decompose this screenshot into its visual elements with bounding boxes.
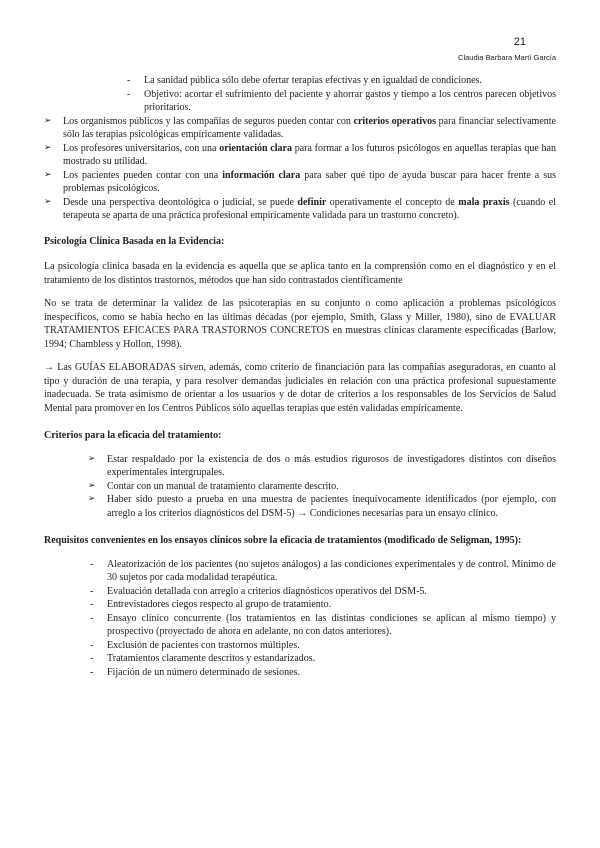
arrow-item: ➢ Los pacientes pueden contar con una información clara para saber qué tipo de ayuda buscar para hacer frente a sus problemas psicológicos. bbox=[63, 169, 556, 196]
requirement-item: - Evaluación detallada con arreglo a criterios diagnósticos operativos del DSM-5. bbox=[107, 585, 556, 599]
requirement-item: - Aleatorización de los pacientes (no sujetos análogos) a las condiciones experimentales y de control. Mínimo de 30 sujetos por cada modalidad terapéutica. bbox=[107, 558, 556, 585]
dash-item: - La sanidad pública sólo debe ofertar terapias efectivas y en igualdad de condiciones. bbox=[144, 74, 556, 88]
dash-item: - Objetivo: acortar el sufrimiento del paciente y ahorrar gastos y tiempo a los centros parecen objetivos prioritarios. bbox=[144, 88, 556, 115]
requirement-item: - Tratamientos claramente descritos y estandarizados. bbox=[107, 652, 556, 666]
paragraph-guides: → Las GUÍAS ELABORADAS sirven, además, como criterio de financiación para las compañías aseguradoras, en cuanto al tipo y duración de una terapia, y para resolver demandas judiciales en relación con una práctica profesional supuestamente inadecuada. Se trata asimismo de orientar a los usuarios y de dotar de criterios a los responsables de los Servicios de Salud Mental para promover en los Centros Públicos sólo aquellas terapias que estén validadas empíricamente. bbox=[44, 362, 556, 414]
arrow-item: ➢ Desde una perspectiva deontológica o judicial, se puede definir operativamente el concepto de mala praxis (cuando el terapeuta se aparta de una práctica profesional empíricamente validada para un trastorno concreto). bbox=[63, 196, 556, 223]
paragraph-definition: La psicología clínica basada en la evidencia es aquella que se aplica tanto en la comprensión como en el diagnóstico y en el tratamiento de los distintos trastornos, métodos que han sido contrastados científicamente bbox=[44, 261, 556, 286]
requirement-item: - Entrevistadores ciegos respecto al grupo de tratamiento. bbox=[107, 598, 556, 612]
section-heading-requirements: Requisitos convenientes en los ensayos clínicos sobre la eficacia de tratamientos (modificado de Seligman, 1995): bbox=[44, 535, 522, 546]
criteria-item: ➢ Haber sido puesto a prueba en una muestra de pacientes inequívocamente identificados (por ejemplo, con arreglo a los criterios diagnósticos del DSM-5) → Condiciones necesarias para un ensayo clínico. bbox=[107, 493, 556, 520]
arrow-item: ➢ Los profesores universitarios, con una orientación clara para formar a los futuros psicólogos en aquellas terapias que han mostrado su utilidad. bbox=[63, 142, 556, 169]
criteria-item: ➢ Estar respaldado por la existencia de dos o más estudios rigurosos de investigadores distintos con diseños experimentales intergrupales. bbox=[107, 453, 556, 480]
requirement-item: - Ensayo clínico concurrente (los tratamientos en las distintas condiciones se aplican al mismo tiempo) y prospectivo (proyectado de ahora en adelante, no con datos anteriores). bbox=[107, 612, 556, 639]
document-body bbox=[44, 74, 556, 679]
arrow-list bbox=[44, 115, 556, 223]
requirements-list bbox=[44, 558, 556, 680]
author-name: Claudia Barbara Martí García bbox=[458, 53, 556, 62]
requirement-item: - Fijación de un número determinado de sesiones. bbox=[107, 666, 556, 680]
criteria-item: ➢ Contar con un manual de tratamiento claramente descrito. bbox=[107, 480, 556, 494]
section-heading-evidence: Psicología Clínica Basada en la Evidencia: bbox=[44, 235, 225, 247]
paragraph-validity: No se trata de determinar la validez de las psicoterapias en su conjunto o como aplicación a problemas psicológicos inespecíficos, como se había hecho en las últimas décadas (por ejemplo, Smith, Glass y Miller, 1980), sino de EVALUAR TRATAMIENTOS EFICACES PARA TRASTORNOS CONCRETOS en muestras clínicas claramente especificadas (Barlow, 1994; Chambless y Hollon, 1998). bbox=[44, 298, 556, 350]
requirement-item: - Exclusión de pacientes con trastornos múltiples. bbox=[107, 639, 556, 653]
arrow-item: ➢ Los organismos públicos y las compañías de seguros pueden contar con criterios operativos para financiar selectivamente sólo las terapias psicológicas empíricamente validadas. bbox=[63, 115, 556, 142]
top-dash-list bbox=[44, 74, 556, 115]
page-number: 21 bbox=[513, 36, 526, 48]
criteria-list bbox=[44, 453, 556, 521]
section-heading-criteria: Criterios para la eficacia del tratamiento: bbox=[44, 430, 222, 441]
